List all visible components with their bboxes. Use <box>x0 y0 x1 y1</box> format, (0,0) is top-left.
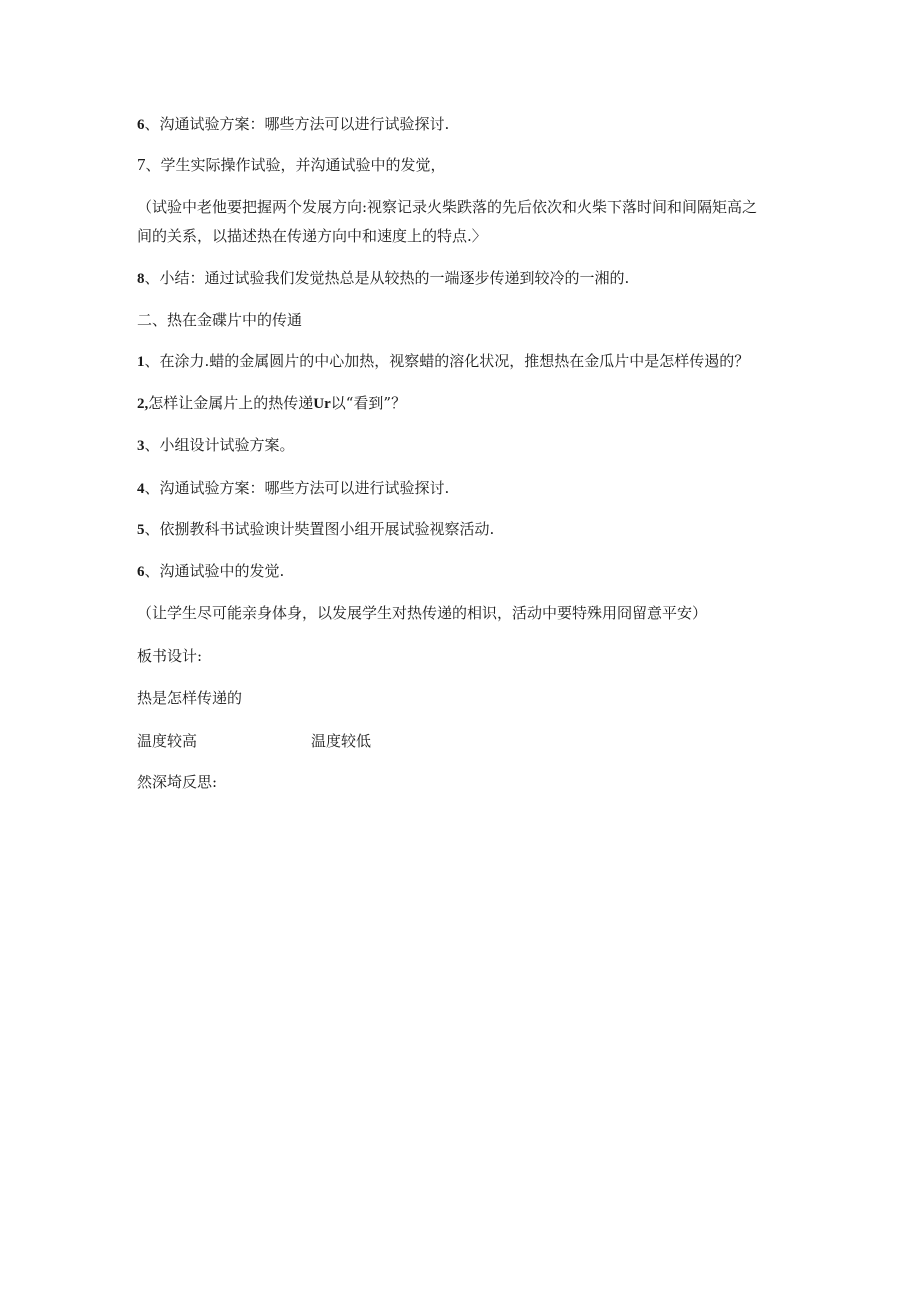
item-text: 、沟通试验中的发觉. <box>144 562 285 580</box>
paragraph-step-7-operate <box>137 155 446 175</box>
paragraph-step-3-design <box>137 435 295 456</box>
temperature-high-label: 温度较高 <box>137 732 198 750</box>
note-text: 间的关系，以描述热在传递方向中和速度上的特点.〉 <box>137 227 487 245</box>
reflection-label <box>137 772 217 792</box>
board-design-label <box>137 646 202 666</box>
item-number: 4 <box>137 481 145 497</box>
label-text: 板书设计: <box>137 647 203 665</box>
item-number: 7 <box>137 155 146 174</box>
item-text: 、学生实际操作试验，并沟通试验中的发觉， <box>145 156 446 174</box>
item-text-b: 以“看到”？ <box>330 394 407 412</box>
section-heading-2 <box>137 310 302 330</box>
note-text: （让学生尽可能亲身体身，以发展学生对热传递的相识，活动中要特殊用冏留意平安） <box>137 604 708 622</box>
item-text: 、依捌教科书试验谀计奘置图小组开展试验视察活动. <box>144 520 495 538</box>
item-text-bold: Ur <box>313 396 331 412</box>
item-number: 8 <box>137 271 145 287</box>
note-text: （试验中老他要把握两个发展方向:视察记录火柴跌落的先后依次和火柴下落时间和间隔矩高之 <box>137 198 758 216</box>
paragraph-step-6-plan <box>137 114 449 135</box>
paragraph-step-8-summary <box>137 268 629 289</box>
item-number: 1 <box>137 354 145 370</box>
paragraph-note-line-1 <box>137 197 757 217</box>
paragraph-step-2-see <box>137 393 406 414</box>
title-text: 热是怎样传递的 <box>137 689 243 707</box>
paragraph-step-6-findings <box>137 561 284 582</box>
item-number: 2, <box>137 396 149 412</box>
paragraph-note-line-2 <box>137 226 487 246</box>
paragraph-note-safety <box>137 603 707 623</box>
label-text: 然深埼反思: <box>137 773 218 791</box>
board-design-title <box>137 688 242 708</box>
paragraph-step-5-activity <box>137 519 494 540</box>
temperature-low-label: 温度较低 <box>311 732 372 750</box>
paragraph-step-4-plan <box>137 478 449 499</box>
board-design-temperature-row <box>137 731 371 751</box>
item-number: 3 <box>137 438 145 454</box>
item-text-a: 怎样让金属片上的热传递 <box>148 394 314 412</box>
item-text: 、在涂力.蜡的金属圆片的中心加热，视察蜡的溶化状况，推想热在金瓜片中是怎样传遏的？ <box>144 352 750 370</box>
heading-text: 二、热在金碟片中的传通 <box>137 311 303 329</box>
item-text: 、小组设计试验方案。 <box>144 436 295 454</box>
item-number: 6 <box>137 564 145 580</box>
paragraph-step-1-heat <box>137 351 749 372</box>
item-number: 5 <box>137 522 145 538</box>
item-number: 6 <box>137 117 145 133</box>
item-text: 、小结：通过试验我们发觉热总是从较热的一端逐步传递到较冷的一湘的. <box>144 269 630 287</box>
item-text: 、沟通试验方案：哪些方法可以进行试验探讨. <box>144 479 450 497</box>
item-text: 、沟通试验方案：哪些方法可以进行试验探讨. <box>144 115 450 133</box>
